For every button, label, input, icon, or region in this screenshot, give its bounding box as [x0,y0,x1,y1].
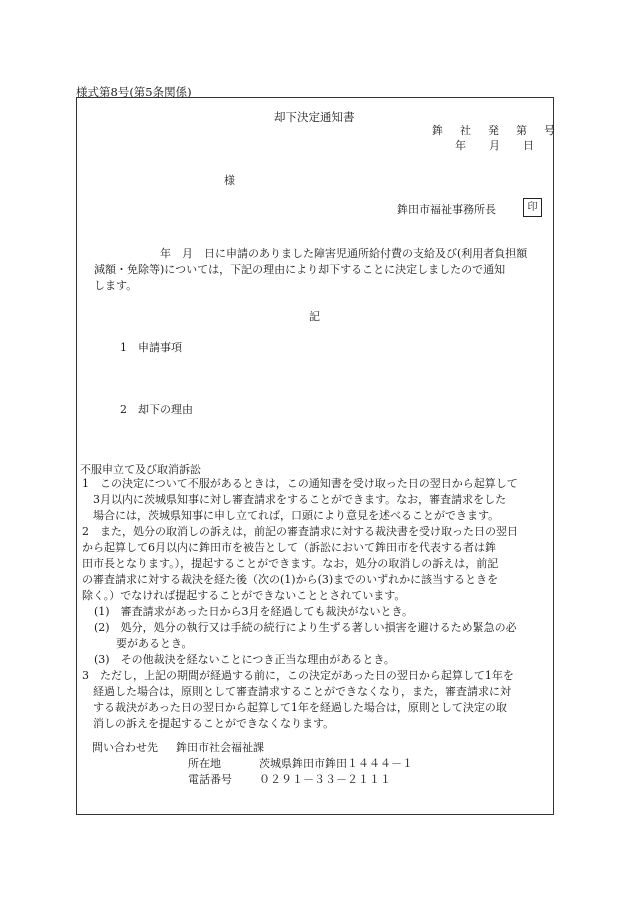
section-application: 1 申請事項 [120,341,182,354]
body-line: します。 [94,279,138,292]
note-line: (3) その他裁決を経ないことにつき正当な理由があるとき。 [94,653,395,666]
form-label: 様式第8号(第5条関係) [76,85,192,99]
note-line: 1 この決定について不服があるときは，この通知書を受け取った日の翌日から起算して [82,477,518,490]
note-line: 除く。）でなければ提起することができないこととされています。 [82,589,406,602]
note-line: から起算して6月以内に鉾田市を被告として（訴訟において鉾田市を代表する者は鉾 [82,541,496,554]
address-label: 所在地 [188,757,221,770]
address-value: 茨城県鉾田市鉾田１４４４－１ [259,757,413,770]
contact-department: 鉾田市社会福祉課 [176,741,264,754]
note-line: 3月以内に茨城県知事に対し審査請求をすることができます。なお，審査請求をした [82,493,507,506]
document-date [455,139,557,153]
ki-heading: 記 [309,310,320,323]
sender-name: 鉾田市福祉事務所長 [397,203,496,216]
date-day: 日 [523,139,534,152]
document-number: 鉾 社 発 第 号 [432,124,558,137]
notes-heading: 不服申立て及び取消訴訟 [80,463,201,476]
phone-value: ０２９１－３３－２１１１ [259,773,391,786]
body-line: 年 月 日に申請のありました障害児通所給付費の支給及び(利用者負担額 [94,247,528,260]
note-line: する裁決があった日の翌日から起算して1年を経過した場合は，原則として決定の取 [82,701,507,714]
note-line: 消しの訴えを提起することができなくなります。 [82,717,335,730]
contact-label: 問い合わせ先 [92,741,158,754]
note-line: 田市長となります。），提起することができます。なお，処分の取消しの訴えは，前記 [82,557,499,570]
note-line: の審査請求に対する裁決を経た後（次の(1)から(3)までのいずれかに該当するときを [82,573,499,586]
phone-label: 電話番号 [188,773,232,786]
document-title: 却下決定通知書 [274,110,355,124]
note-line: 要があるとき。 [94,637,193,650]
note-line: 3 ただし，上記の期間が経過する前に，この決定があった日の翌日から起算して1年を [82,669,514,682]
seal-stamp: 印 [523,198,542,217]
date-month: 月 [489,139,500,152]
date-year: 年 [455,139,466,152]
note-line: (2) 処分，処分の執行又は手続の続行により生ずる著しい損害を避けるため緊急の必 [94,621,517,634]
note-line: 2 また，処分の取消しの訴えは，前記の審査請求に対する裁決書を受け取った日の翌日 [82,525,518,538]
addressee: 様 [224,174,235,187]
note-line: (1) 審査請求があった日から3月を経過しても裁決がないとき。 [94,605,414,618]
body-line: 減額・免除等)については，下記の理由により却下することに決定しましたので通知 [94,263,506,276]
note-line: 経過した場合は，原則として審査請求することができなくなり，また，審査請求に対 [82,685,511,698]
note-line: 場合には，茨城県知事に申し立てれば，口頭により意見を述べることができます。 [82,509,500,522]
section-reason: 2 却下の理由 [120,403,193,416]
